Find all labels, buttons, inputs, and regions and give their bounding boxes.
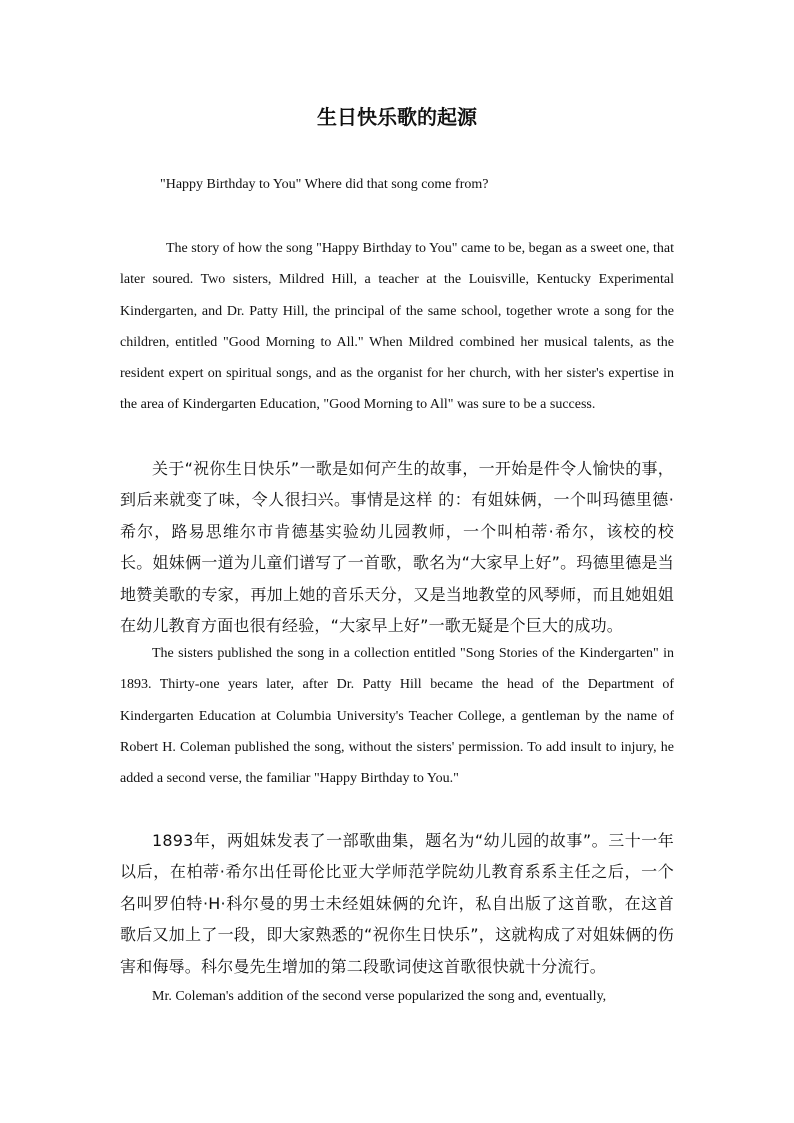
question-line: "Happy Birthday to You" Where did that song come from? (160, 177, 489, 192)
paragraph-chinese-2: 1893年，两姐妹发表了一部歌曲集，题名为“幼儿园的故事”。三十一年以后，在柏蒂·希尔出任哥伦比亚大学师范学院幼儿教育系系主任之后，一个名叫罗伯特·H·科尔曼的男士未经姐妹俩的允许，私自出版了这首歌，在这首歌后又加上了一段，即大家熟悉的“祝你生日快乐”，这就构成了对姐妹俩的伤害和侮辱。科尔曼先生增加的第二段歌词使这首歌很快就十分流行。 (120, 831, 674, 976)
paragraph-english-1: The story of how the song "Happy Birthday to You" came to be, began as a sweet one, that later soured. Two sisters, Mildred Hill, a teacher at the Louisville, Kentucky Experimental Kindergarten, and Dr. Patty Hill, the principal of the same school, together wrote a song for the children, entitled "Good Morning to All." When Mildred combined her musical talents, as the resident expert on spiritual songs, and as the organist for her church, with her sister's expertise in the area of Kindergarten Education, "Good Morning to All" was sure to be a success. (120, 241, 674, 413)
paragraph-english-3: Mr. Coleman's addition of the second verse popularized the song and, eventually, (152, 989, 607, 1004)
page-title: 生日快乐歌的起源 (317, 105, 477, 129)
paragraph-english-2: The sisters published the song in a collection entitled "Song Stories of the Kindergarten" in 1893. Thirty-one years later, after Dr. Patty Hill became the head of the Department of Kindergarten Education at Columbia University's Teacher College, a gentleman by the name of Robert H. Coleman published the song, without the sisters' permission. To add insult to injury, he added a second verse, the familiar "Happy Birthday to You." (120, 646, 674, 787)
paragraph-chinese-1: 关于“祝你生日快乐”一歌是如何产生的故事，一开始是件令人愉快的事，到后来就变了味，令人很扫兴。事情是这样 的：有姐妹俩，一个叫玛德里德·希尔，路易思维尔市肯德基实验幼儿园教师，一个叫柏蒂·希尔，该校的校长。姐妹俩一道为儿童们谱写了一首歌，歌名为“大家早上好”。玛德里德是当地赞美歌的专家，再加上她的音乐天分，又是当地教堂的风琴师，而且她姐姐在幼儿教育方面也很有经验，“大家早上好”一歌无疑是个巨大的成功。 (120, 459, 674, 636)
